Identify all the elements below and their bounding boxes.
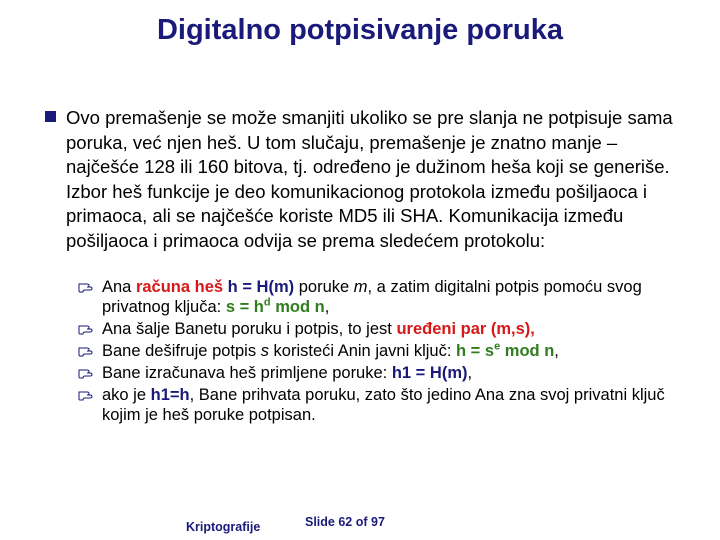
pointing-hand-icon — [78, 280, 94, 294]
b3-text-4: h = s — [456, 342, 495, 360]
b4-text-1: Bane izračunava heš primljene poruke: — [102, 364, 392, 382]
b1-text-11: , — [324, 298, 330, 316]
b3-text-6: mod n — [500, 342, 555, 360]
slide-title: Digitalno potpisivanje poruka — [156, 14, 564, 46]
b1-text-7: , a zatim digitalni potpis pomoću svog privatnog ključa: — [102, 278, 642, 316]
b5-text-2: h1=h — [150, 386, 190, 404]
b1-text-6: m — [353, 278, 368, 296]
b2-text-2: uređeni par (m,s), — [396, 320, 535, 338]
b4-text-3: , — [467, 364, 473, 382]
b3-text-5: e — [494, 340, 501, 353]
b2-text-1: Ana šalje Banetu poruku i potpis, to jest — [102, 320, 397, 338]
sub-bullet-5 — [78, 385, 688, 425]
b3-text-7: , — [554, 342, 559, 360]
square-bullet-icon — [45, 111, 56, 122]
b5-text-3: , Bane prihvata poruku, zato što jedino Ana zna svoj privatni ključ kojim je heš poruke potpisan. — [102, 386, 665, 424]
b1-text-9: d — [263, 296, 271, 309]
pointing-hand-icon — [78, 344, 94, 358]
b3-text-1: Bane dešifruje potpis — [102, 342, 261, 360]
b3-text-3: koristeći Anin javni ključ: — [268, 342, 457, 360]
main-paragraph: Ovo premašenje se može smanjiti ukoliko se pre slanja ne potpisuje sama poruka, već njen heš. U tom slučaju, premašenje je znatno manje – najčešće 128 ili 160 bitova, tj. određeno je dužinom heša koji se generiše. Izbor heš funkcije je deo komunikacionog protokola između pošiljaoca i primaoca, ali se najčešće koriste MD5 ili SHA. Komunikacija između pošiljaoca i primaoca odvija se prema sledećem protokolu: — [66, 107, 673, 251]
b5-text-1: ako je — [102, 386, 151, 404]
main-bullet-item — [46, 106, 686, 253]
sub-bullet-4 — [78, 363, 688, 383]
pointing-hand-icon — [78, 388, 94, 402]
sub-bullet-2 — [78, 319, 688, 339]
b1-text-5: poruke — [294, 278, 354, 296]
b1-text-4: h = H(m) — [227, 278, 295, 296]
footer-course-name: Kriptografije — [186, 520, 261, 534]
b4-text-2: h1 = H(m) — [391, 364, 468, 382]
pointing-hand-icon — [78, 366, 94, 380]
sub-bullet-1 — [78, 277, 688, 317]
b1-text-8: s = h — [225, 298, 264, 316]
b1-text-10: mod n — [270, 298, 325, 316]
b1-text-2: računa heš — [135, 278, 224, 296]
sub-bullet-3 — [78, 341, 688, 361]
b1-text-1: Ana — [102, 278, 136, 296]
sub-bullet-list — [78, 277, 688, 427]
b3-text-2: s — [260, 342, 269, 360]
footer-slide-number: Slide 62 of 97 — [305, 515, 385, 529]
pointing-hand-icon — [78, 322, 94, 336]
